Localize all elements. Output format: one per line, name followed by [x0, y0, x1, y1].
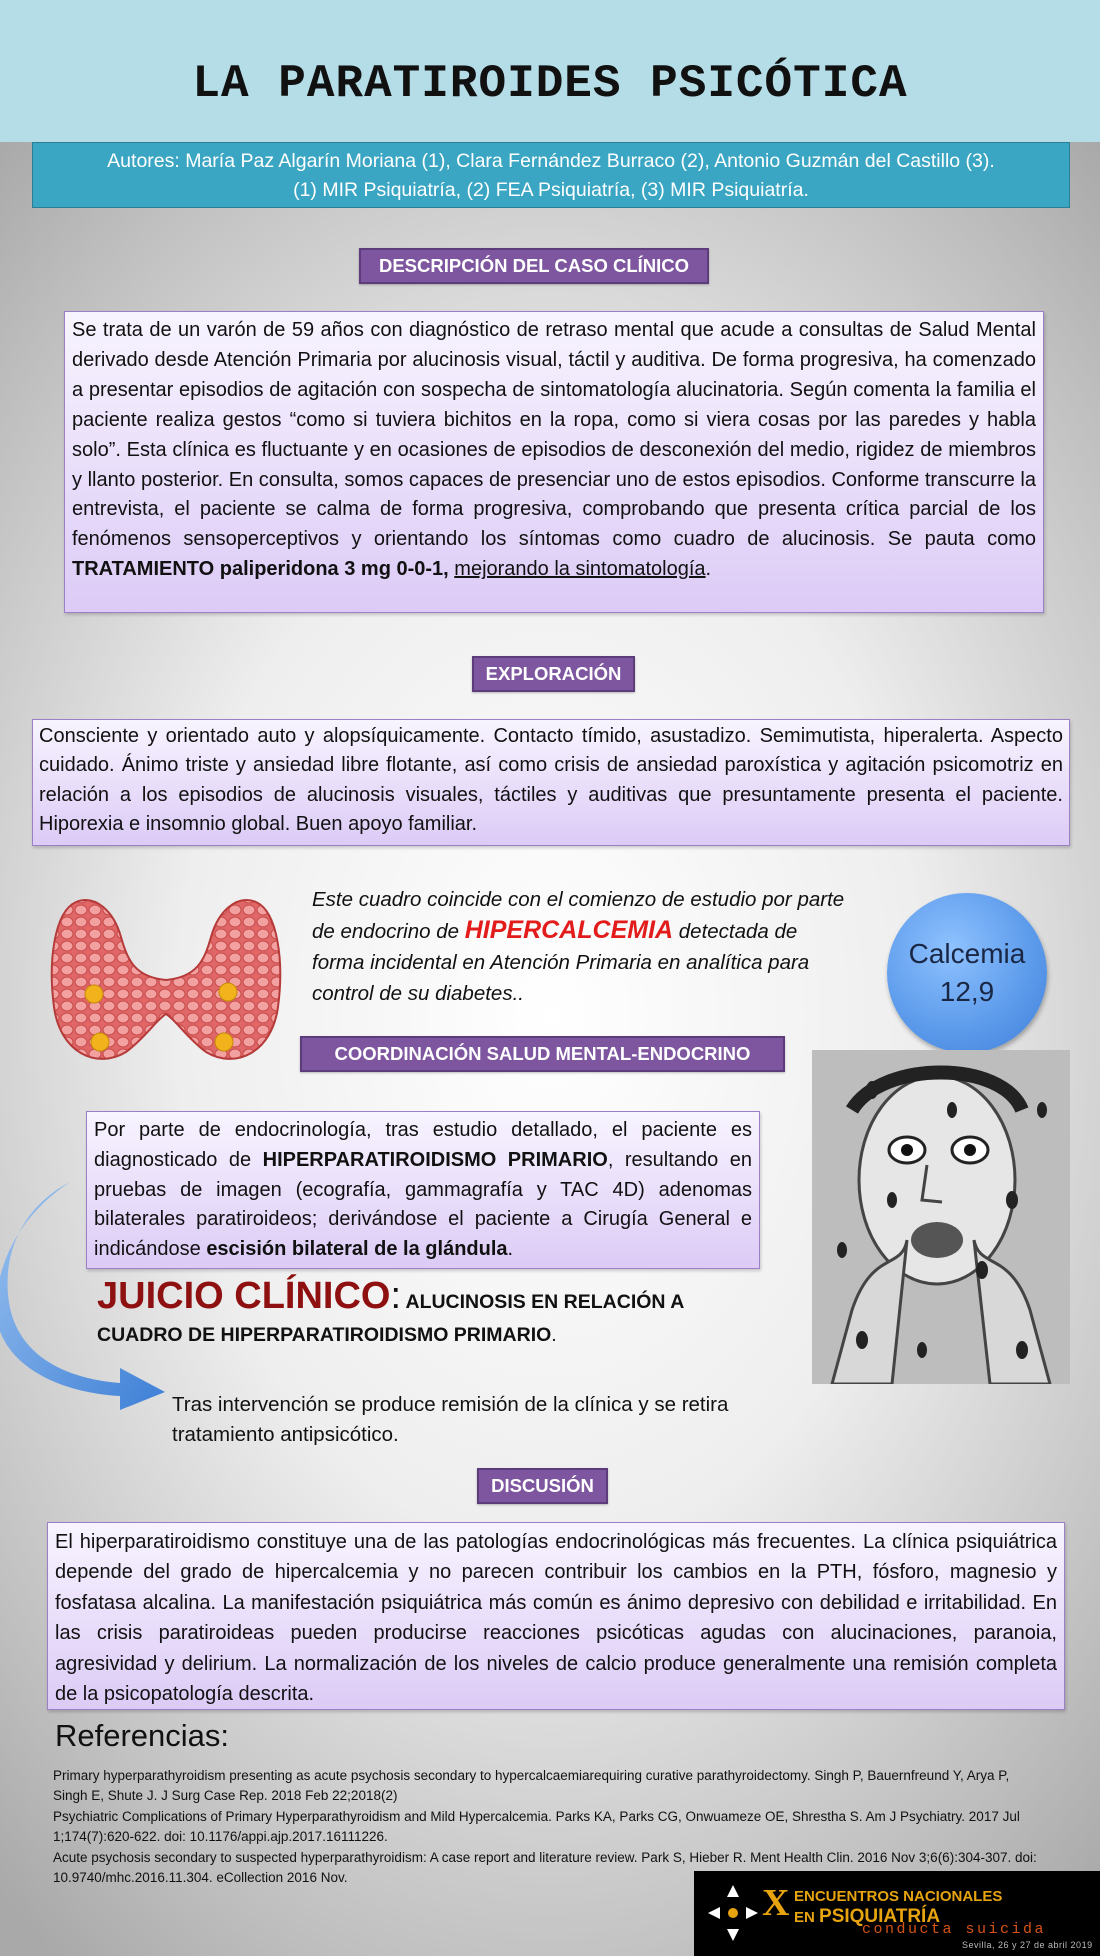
hypercalcemia-text-after: detectada de forma incidental en Atención Primaria en analítica para control de su diabetes.. — [312, 920, 810, 1005]
coordination-text-1: Por parte de endocrinología, tras estudio detallado, el paciente es diagnosticado de — [94, 1119, 752, 1171]
discussion-box — [47, 1522, 1065, 1710]
authors-affiliations: (1) MIR Psiquiatría, (2) FEA Psiquiatría, (3) MIR Psiquiatría. — [293, 179, 809, 201]
hypercalcemia-text-before: Este cuadro coincide con el comienzo de estudio por parte de endocrino de — [312, 888, 845, 943]
logo-line-2-prefix: EN — [794, 1909, 820, 1926]
remission-text: Tras intervención se produce remisión de la clínica y se retira tratamiento antipsicótico. — [172, 1393, 729, 1446]
event-logo — [694, 1871, 1100, 1956]
exploration-box — [32, 719, 1070, 846]
hypercalcemia-highlight: HIPERCALCEMIA — [464, 916, 674, 944]
exploration-text: Consciente y orientado auto y alopsíquicamente. Contacto tímido, asustadizo. Semimutista, hiperalerta. Aspecto cuidado. Ánimo triste y ansiedad libre flotante, así como crisis de ansiedad paroxística y agitación psicomotriz en relación a los episodios de alucinosis visuales, táctiles y auditivas que presuntamente presenta el paciente. Hiporexia e insomnio global. Buen apoyo familiar. — [39, 725, 1063, 836]
hypercalcemia-note — [312, 884, 852, 1009]
judgement-end: . — [551, 1324, 557, 1346]
discussion-text: El hiperparatiroidismo constituye una de las patologías endocrinológicas más frecuentes. La clínica psiquiátrica depende del grado de hipercalcemia y no parecen contribuir los cambios en la PTH, fósforo, magnesio y fosfatasa alcalina. La manifestación psiquiátrica más común es ánimo depresivo con debilidad e irritabilidad. En las crisis paratiroideas pueden producirse reacciones psicóticas agudas con alucinaciones, paranoia, agresividad y delirium. La normalización de los niveles de calcio produce generalmente una remisión completa de la psicopatología descrita. — [55, 1531, 1057, 1706]
coordination-surgery: escisión bilateral de la glándula — [206, 1238, 508, 1261]
case-improvement: mejorando la sintomatología — [454, 558, 706, 581]
references-title: Referencias: — [55, 1718, 230, 1753]
judgement-colon: : — [390, 1275, 402, 1317]
logo-line-1: ENCUENTROS NACIONALES — [794, 1888, 1003, 1905]
logo-roman-numeral: X — [762, 1882, 790, 1924]
logo-arrows-icon — [708, 1885, 758, 1941]
case-treatment: TRATAMIENTO paliperidona 3 mg 0-0-1, — [72, 558, 449, 581]
calcemia-value: 12,9 — [939, 976, 995, 1007]
judgement-title: JUICIO CLÍNICO — [97, 1275, 391, 1317]
thyroid-illustration — [46, 892, 286, 1070]
hallucination-face-illustration — [812, 1050, 1070, 1384]
coordination-diagnosis: HIPERPARATIROIDISMO PRIMARIO — [262, 1148, 608, 1171]
reference-item: Acute psychosis secondary to suspected hyperparathyroidism: A case report and literature review. Park S, Hieber R. Ment Health Clin. 2016 Nov 3;6(6):304-307. doi: 10.9740/mhc.2016.11.304. eCollection 2016 Nov. — [53, 1849, 1037, 1886]
logo-line-3: conducta suicida — [862, 1921, 1047, 1938]
logo-line-4: Sevilla, 26 y 27 de abril 2019 — [962, 1940, 1093, 1950]
calcemia-badge — [887, 893, 1047, 1053]
coordination-header: COORDINACIÓN SALUD MENTAL-ENDOCRINO — [300, 1036, 785, 1072]
case-description-box — [64, 311, 1044, 613]
case-end: . — [705, 558, 712, 581]
case-header: DESCRIPCIÓN DEL CASO CLÍNICO — [359, 248, 709, 284]
judgement-line-2: CUADRO DE HIPERPARATIROIDISMO PRIMARIO — [97, 1324, 552, 1346]
exploration-header: EXPLORACIÓN — [472, 656, 635, 692]
authors-box — [32, 142, 1070, 208]
case-text: Se trata de un varón de 59 años con diagnóstico de retraso mental que acude a consultas de Salud Mental derivado desde Atención Primaria por alucinosis visual, táctil y auditiva. De forma progresiva, ha comenzado a presentar episodios de agitación con sospecha de sintomatología alucinatoria. Según comenta la familia el paciente realiza gestos “como si tuviera bichitos en la ropa, como si viera cosas por las paredes y habla solo”. Esta clínica es fluctuante y en ocasiones de episodios de desconexión del medio, rigidez de miembros y llanto posterior. En consulta, somos capaces de presenciar uno de estos episodios. Conforme transcurre la entrevista, el paciente se calma de forma progresiva, comprobando que presenta crítica parcial de los fenómenos sensoperceptivos y orientando los síntomas como cuadro de alucinosis. Se pauta como — [72, 319, 1036, 551]
discussion-header: DISCUSIÓN — [477, 1468, 608, 1504]
reference-item: Psychiatric Complications of Primary Hyperparathyroidism and Mild Hypercalcemia. Parks KA, Parks CG, Onwuameze OE, Shrestha S. Am J Psychiatry. 2017 Jul 1;174(7):620-622. doi: 10.1176/appi.ajp.2017.16111226. — [53, 1808, 1020, 1845]
calcemia-label: Calcemia — [908, 938, 1026, 969]
authors-names: Autores: María Paz Algarín Moriana (1), Clara Fernández Burraco (2), Antonio Guzmán del Castillo (3). — [107, 150, 995, 172]
logo-line-2-main: PSIQUIATRÍA — [819, 1906, 941, 1927]
poster-title: LA PARATIROIDES PSICÓTICA — [192, 58, 908, 110]
reference-item: Primary hyperparathyroidism presenting as acute psychosis secondary to hypercalcaemiarequiring curative parathyroidectomy. Singh P, Bauernfreund Y, Arya P, Singh E, Shute J. J Surg Case Rep. 2018 Feb 22;2018(2) — [53, 1768, 1010, 1804]
clinical-judgement — [97, 1275, 737, 1347]
judgement-line-1: ALUCINOSIS EN RELACIÓN A — [405, 1291, 685, 1313]
coordination-text-2: , resultando en pruebas de imagen (ecografía, gammagrafía y TAC 4D) adenomas bilaterales paratiroideos; derivándose el paciente a Cirugía General e indicándose — [94, 1148, 752, 1261]
coordination-box — [86, 1111, 760, 1269]
coordination-text-3: . — [507, 1238, 514, 1261]
